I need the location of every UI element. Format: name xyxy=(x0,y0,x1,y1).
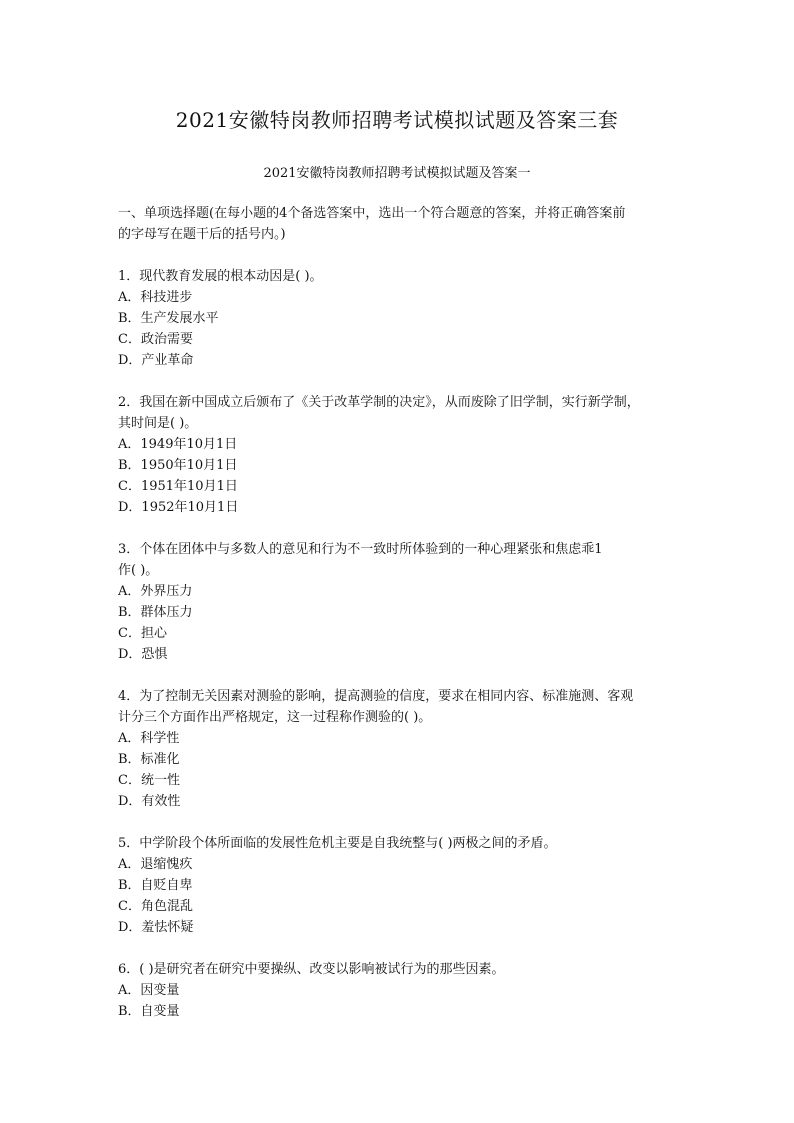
option-a: A．退缩愧疚 xyxy=(118,857,193,872)
question-stem: 5．中学阶段个体所面临的发展性危机主要是自我统整与( )两极之间的矛盾。 xyxy=(118,836,557,851)
option-c: C．担心 xyxy=(118,626,167,641)
question-1 xyxy=(118,266,684,371)
option-c: C．统一性 xyxy=(118,773,180,788)
option-b: B．1950年10月1日 xyxy=(118,458,238,473)
question-stem: 6．( )是研究者在研究中要操纵、改变以影响被试行为的那些因素。 xyxy=(118,962,505,977)
option-d: D．产业革命 xyxy=(118,353,194,368)
question-3 xyxy=(118,539,684,665)
question-6 xyxy=(118,959,684,1022)
option-a: A．外界压力 xyxy=(118,584,193,599)
document-subtitle: 2021安徽特岗教师招聘考试模拟试题及答案一 xyxy=(263,166,531,181)
question-2 xyxy=(118,392,684,518)
question-stem: 1．现代教育发展的根本动因是( )。 xyxy=(118,269,323,284)
question-4 xyxy=(118,686,684,812)
option-c: C．1951年10月1日 xyxy=(118,479,238,494)
question-stem: 2．我国在新中国成立后颁布了《关于改革学制的决定》，从而废除了旧学制，实行新学制， xyxy=(118,395,640,410)
option-d: D．恐惧 xyxy=(118,647,168,662)
option-d: D．有效性 xyxy=(118,794,181,809)
option-c: C．角色混乱 xyxy=(118,899,193,914)
option-a: A．因变量 xyxy=(118,983,180,998)
option-b: B．自变量 xyxy=(118,1004,180,1019)
option-a: A．科技进步 xyxy=(118,290,193,305)
section-heading-line: 一、单项选择题(在每小题的4个备选答案中，选出一个符合题意的答案，并将正确答案前 xyxy=(118,206,626,221)
option-b: B．生产发展水平 xyxy=(118,311,219,326)
option-a: A．1949年10月1日 xyxy=(118,437,238,452)
option-d: D．1952年10月1日 xyxy=(118,500,239,515)
option-d: D．羞怯怀疑 xyxy=(118,920,194,935)
question-stem: 4．为了控制无关因素对测验的影响，提高测验的信度，要求在相同内容、标准施测、客观 xyxy=(118,689,634,704)
question-stem: 3．个体在团体中与多数人的意见和行为不一致时所体验到的一种心理紧张和焦虑乖1 xyxy=(118,542,603,557)
option-b: B．自贬自卑 xyxy=(118,878,193,893)
question-stem: 作( )。 xyxy=(118,563,159,578)
question-stem: 计分三个方面作出严格规定，这一过程称作测验的( )。 xyxy=(118,710,432,725)
document-title: 2021安徽特岗教师招聘考试模拟试题及答案三套 xyxy=(175,108,619,132)
section-heading-line: 的字母写在题干后的括号内。) xyxy=(118,227,286,242)
option-c: C．政治需要 xyxy=(118,332,193,347)
option-b: B．标准化 xyxy=(118,752,180,767)
section-heading xyxy=(118,203,684,245)
document-body xyxy=(118,203,684,1043)
question-5 xyxy=(118,833,684,938)
option-a: A．科学性 xyxy=(118,731,180,746)
question-stem: 其时间是( )。 xyxy=(118,416,198,431)
option-b: B．群体压力 xyxy=(118,605,193,620)
